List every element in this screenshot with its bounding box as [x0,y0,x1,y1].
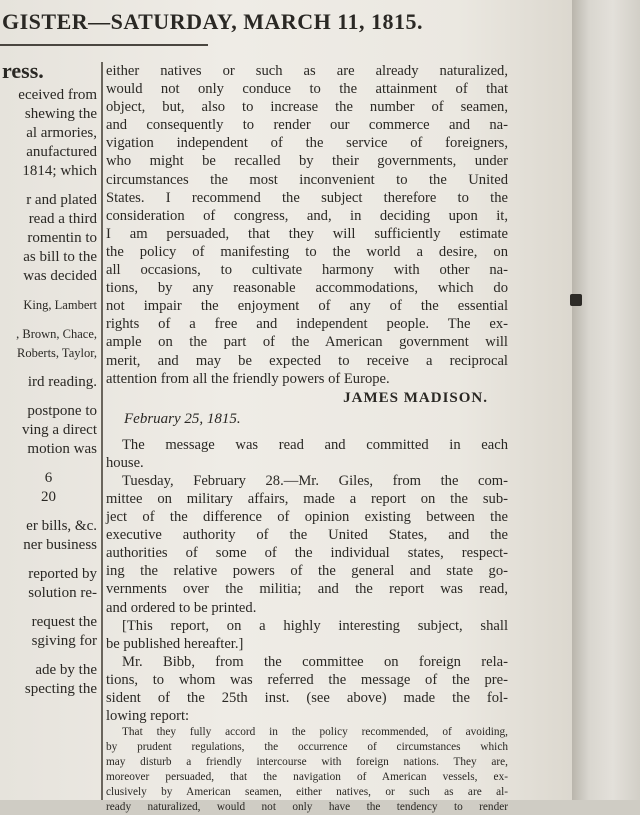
message-line: would not only conduce to the attainment of that [106,81,508,98]
page-edge [572,0,640,800]
message-line: all occasions, to cultivate harmony with other na- [106,262,508,279]
left-column-line: ade by the [35,662,97,678]
right-column [106,62,508,814]
report-line: ready naturalized, would not only have the tendency to render [106,801,508,814]
left-column-line: 6 [44,470,53,486]
message-line: circumstances the most inconvenient to the United [106,171,508,188]
left-column-line: ird reading. [27,374,97,390]
left-column-line: 20 [41,489,56,505]
left-column-line: , Brown, Chace, [16,327,97,341]
masthead-rule [0,44,208,46]
left-column-line [0,651,99,661]
left-column-line: sgiving for [31,633,97,649]
left-column-line: as bill to the [23,249,97,265]
left-column-line: Roberts, Taylor, [17,346,97,360]
message-line: rights of a free and independent people. The ex- [106,316,508,333]
left-column-line [0,507,99,517]
message-line: attention from all the friendly powers of Europe. [106,370,390,387]
left-column-line: solution re- [28,585,97,601]
left-column-line [0,181,99,191]
binding-mark [570,294,582,306]
message-line: consideration of congress, and, in deciding upon it, [106,207,508,224]
message-line: the policy of manifesting to the world a desire, on [106,243,508,260]
message-line: and consequently to render our commerce and na- [106,117,508,134]
left-column-line: shewing the [24,106,97,122]
signature: JAMES MADISON. [343,389,488,406]
left-column-line: anufactured [26,144,97,160]
message-line: merit, and may be expected to receive a reciprocal [106,352,508,369]
column-divider [101,62,103,800]
left-column-line [0,315,99,325]
proceedings-line: [This report, on a highly interesting subject, shall [122,617,508,634]
left-column-line: al armories, [26,125,97,141]
proceedings-line: sident of the 25th inst. (see above) made the fol- [106,690,508,706]
message-line: object, but, also to increase the number of seamen, [106,99,508,116]
left-column-line [0,392,99,402]
message-line: States. I recommend the subject therefore to the [106,189,508,206]
proceedings-line: be published hereafter.] [106,635,244,652]
proceedings-line: executive authority of the United States, and the [106,527,508,544]
dateline: February 25, 1815. [124,410,241,427]
message-line: vigation independent of the service of foreigners, [106,135,508,152]
proceedings-line: house. [106,454,144,471]
proceedings-line: tions, to whom was referred the message of the pre- [106,671,508,688]
report-line: clusively by American seamen, either natives, or such as are al- [106,786,508,799]
left-column-line: postpone to [27,403,97,419]
proceedings-line: and ordered to be printed. [106,599,257,616]
left-column-line: read a third [28,211,97,227]
left-column-line: reported by [28,566,97,582]
proceedings-line: ject of the difference of opinion existing between the [106,509,508,526]
report-line: may disturb a friendly intercourse with foreign nations. They are, [106,756,508,769]
presidential-message [106,62,508,388]
message-line: not impair the enjoyment of any of the essential [106,298,508,315]
report-line: by prudent regulations, the occurrence of circumstances which [106,741,508,754]
left-column-line [0,459,99,469]
proceedings-line: lowing report: [106,708,190,725]
left-column-line: request the [31,614,97,630]
proceedings-line: mittee on military affairs, made a report on the sub- [106,490,508,507]
left-column-line: eceived from [18,87,97,103]
message-line: I am persuaded, that they will sufficiently estimate [106,225,508,242]
proceedings-line: authorities of some of the individual states, respect- [106,545,508,562]
left-column-line [0,603,99,613]
committee-report [106,725,508,815]
message-line: either natives or such as are already naturalized, [106,63,508,79]
left-column [0,56,99,800]
left-column-line [0,286,99,296]
left-column-text [0,86,99,699]
left-column-line: ving a direct [22,422,97,438]
left-column-line [0,555,99,565]
proceedings-line: Tuesday, February 28.—Mr. Giles, from the com- [122,472,508,489]
left-column-line: r and plated [26,192,97,208]
proceedings-line: Mr. Bibb, from the committee on foreign rela- [122,653,508,670]
left-column-line: er bills, &c. [26,518,97,534]
left-column-heading: ress. [2,58,44,83]
message-line: tions, by any reasonable accommodations, which do [106,280,508,297]
left-column-line: motion was [27,441,97,457]
message-line: ample on the part of the American government will [106,334,508,351]
left-column-line [0,363,99,373]
left-column-line: was decided [23,268,97,284]
report-line: moreover persuaded, that the navigation of American vessels, ex- [106,771,508,784]
masthead: GISTER—SATURDAY, MARCH 11, 1815. [2,9,424,34]
proceedings-line: ing the relative powers of the general and state go- [106,563,508,580]
left-column-line: ner business [23,537,97,553]
proceedings-line: The message was read and committed in each [122,436,508,453]
proceedings [106,436,508,726]
left-column-line: 1814; which [22,163,97,179]
left-column-line: specting the [24,681,97,697]
left-column-line: King, Lambert [23,298,97,312]
report-line: That they fully accord in the policy recommended, of avoiding, [122,726,508,739]
message-line: who might be recalled by their governments, under [106,153,508,170]
proceedings-line: vernments over the militia; and the report was read, [106,581,508,598]
left-column-line: romentin to [27,230,97,246]
